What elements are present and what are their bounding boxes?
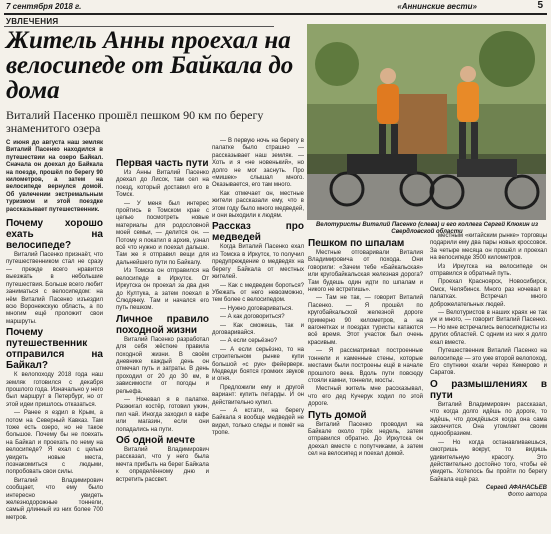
newspaper-name: «Аннинские вести» <box>397 2 477 11</box>
paragraph: — Я рассматривал построенные тоннели и каменные стены, которые местами были построены ещё в начале прошлого века. Вдоль пути повсюду стояли камни, тоннели, мосты. <box>308 348 423 384</box>
paragraph: Виталий Пасенко разработал для себя жёсткие правила походной жизни. В своём дневнике каждый день он отмечал путь и затраты. В день проходил от 20 до 30 км, в зависимости от погоды и рельефа. <box>116 336 209 395</box>
photo-caption: Велотуристы Виталий Пасенко (слева) и его коллега Сергей Клюкин из Свердловской области <box>315 222 539 235</box>
section-heading: Путь домой <box>308 409 367 421</box>
rubric-label: УВЛЕЧЕНИЯ <box>6 17 59 26</box>
paragraph: Местные отговаривали Виталия Владимировича от похода. Они говорили: «Зачем тебе «Байкальская» или кругобайкальская железная дорога? Там будешь один идти по шпалам и никого не встретишь». <box>308 250 423 294</box>
paragraph: Виталий Владимирович сообщает, что ему было интересно увидеть железнодорожные тоннели, самый длинный из них более 700 метров. <box>6 477 103 521</box>
paragraph: Из Иркутска на велосипеде он отправился в обратный путь. <box>430 263 547 278</box>
paragraph: Путешественник Виталий Пасенко на велосипеде — это уже второй велопоход. Его спутники ехали через Кемерово и Саратов. <box>430 348 547 377</box>
column-3 <box>212 138 304 439</box>
paragraph: Когда Виталий Пасенко ехал из Томска в Иркутск, то получил предупреждение о медведях на берегу Байкала от местных жителей. <box>212 244 304 281</box>
paragraph: — В первую ночь на берегу в палатке было страшно — рассказывает наш земляк. — Хоть и я «не новенький», но долго не мог заснуть. Про «мишек» слышал много. Оказывается, его там много. <box>212 138 304 189</box>
paragraph: — Но когда останавливаешься, смотришь вокруг, то видишь удивительную красоту. Это действительно достойно того, чтобы её увидеть. Хотелось бы пройти по берегу Байкала ещё раз. <box>430 439 547 483</box>
section-heading: Первая часть пути <box>116 158 209 169</box>
section-heading: Об одной мечте <box>116 435 196 446</box>
paragraph: — А как договориться? <box>220 314 285 321</box>
section-heading: Личное правило походной жизни <box>116 313 209 336</box>
paragraph: Из Анны Виталий Пасенко доехал до Лисок, там сел на поезд, который доставил его в Томск. <box>116 170 209 199</box>
paragraph: Виталий Владимирович рассказал, что у него была мечта прибыть на берег Байкала к определённому дню и встретить рассвет. <box>116 447 209 483</box>
paragraph: Из Томска он отправился на велосипеде в Иркутск. От Иркутска он проехал за два дня до Култука, а затем поехал в Слюдянку. Там и начался его путь пешком. <box>116 268 209 312</box>
paragraph: — У меня был интерес пройтись в Томском крае с целью посмотреть новые материалы для родословной моей семьи, — делится он. — Потому я покатил в архив, узнал всё что нужно и поехал дальше. Там же я отправил вещи для дальнейшего пути по Байкалу. <box>116 200 209 266</box>
section-heading: Почему путешественник отправился на Байкал? <box>6 327 103 372</box>
paragraph: — А если серьёзно, то на строительном рынке купи большой «с рук» фейерверк. Медведи боятся громких звуков и огня. <box>212 346 304 383</box>
section-heading: О размышлениях в пути <box>430 378 547 401</box>
paragraph: К велопоходу 2018 года наш земляк готовился с декабря прошлого года. Изначально у него был маршрут в Петербург, но от этой идеи пришлось отказаться. <box>6 372 103 408</box>
photo-credit: Фото автора <box>507 492 547 499</box>
article-subtitle: Виталий Пасенко прошёл пешком 90 км по берегу знаменитого озера <box>6 108 264 135</box>
paragraph: — Как с медведем бороться? Убежать от него невозможно, тем более с велосипедом. <box>212 282 304 304</box>
page-number: 5 <box>537 0 543 11</box>
paragraph: Местный житель мне рассказывал, что его дед Кучерук ходил по этой дороге. <box>308 386 423 408</box>
paragraph: местным «китайским рынке» торговцы подарили ему два пары новых кроссовок. За четыре месяца он прошёл и проехал на велосипеде 3500 километров. <box>430 233 547 262</box>
article-lead: С июня до августа наш земляк Виталий Пасенко находился в путешествии на озеро Байкал. Сначала он доехал до Байкала на поезде, прошёл по берегу 90 километров, а затем на велосипеде вернулся домой. Об увлечении экстремальным туризмом и этой поездке рассказывает путешественник. <box>6 140 103 213</box>
paragraph: — Там не так, — говорит Виталий Пасенко. — Я прошёл по кругобайкальской железной дороге примерно 90 километров, а на вагонетках и поездах туристы катаются всё время. Этот участок был очень красивым. <box>308 295 423 346</box>
cyclists-photo-illustration <box>307 24 546 220</box>
paragraph: Проехал Красноярск, Новосибирск, Омск, Челябинск. Много раз ночевал в палатках. Встречал много доброжелательных людей. <box>430 279 547 308</box>
paragraph: Виталий Владимирович рассказал, что когда долго идёшь по дороге, то ждёшь, что дождёшься когда она сама закончится. Она утомляет своим однообразием. <box>430 401 547 438</box>
paragraph: Виталий Пасенко проводил на Байкале около трёх недель, затем отправился обратно. До Иркутска он доехал вместе с попутчиками, а затем сел на велосипед и поехал домой. <box>308 421 423 458</box>
paragraph: — Ранее я ездил в Крым, а потом на Северный Кавказ. Там тоже есть озеро, но не такое большое. Почему бы не поехать на Байкал и проехать по нему на велосипеде? Я ехал с целью увидеть новые места, познакомиться с людьми, попробовать свои силы. <box>6 410 103 476</box>
paragraph: — Ночевал я в палатке. Разжигал костёр, готовил ужин, пил чай. Иногда заходил в кафе или магазин, если они попадались на пути. <box>116 396 209 433</box>
article-headline: Житель Анны проехал на велосипеде от Байкала до дома <box>6 27 294 104</box>
section-heading: Пешком по шпалам <box>308 238 405 249</box>
paragraph: — Велотуристов в наших краях не так уж и много, — говорит Виталий Пасенко. — Но мне встречались велосипедисты из других областей. С одним из них я долго ехал вместе. <box>430 310 547 346</box>
section-heading: Почему хорошо ехать на велосипеде? <box>6 218 103 252</box>
column-5 <box>430 233 547 499</box>
article-photo <box>307 24 546 220</box>
paragraph: Как отмечает он, местные жители рассказали ему, что в этом году было много медведей, и они выходили к людям. <box>212 190 304 220</box>
paragraph: — Нужно договариваться. <box>220 305 293 312</box>
paragraph: Виталий Пасенко признаёт, что путешественником стал не сразу — прежде всего нравится выезжать в небольшие путешествия. Больше всего любит заниматься с велосипедом: на нём Виталий Пасенко изъездил всю Воронежскую область, а по многим ещё проложит свои маршруты. <box>6 252 103 325</box>
author-byline: Сергей АФАНАСЬЕВ <box>485 485 547 492</box>
issue-date: 7 сентября 2018 г. <box>6 2 82 11</box>
column-2 <box>116 158 209 485</box>
paragraph: — Как сможешь, так и договаривайся. <box>212 322 304 336</box>
column-1 <box>6 140 103 523</box>
paragraph: — А если серьёзно? <box>220 338 278 345</box>
paragraph: — А кстати, на берегу Байкала я вообще медведей не видел, только следы и помёт на тропе. <box>212 408 304 437</box>
section-heading: Рассказ про медведей <box>212 221 304 244</box>
header-rule <box>4 13 547 15</box>
paragraph: Предложили ему и другой вариант: купить петарды. И он действительно купил. <box>212 384 304 406</box>
column-4 <box>308 238 423 460</box>
